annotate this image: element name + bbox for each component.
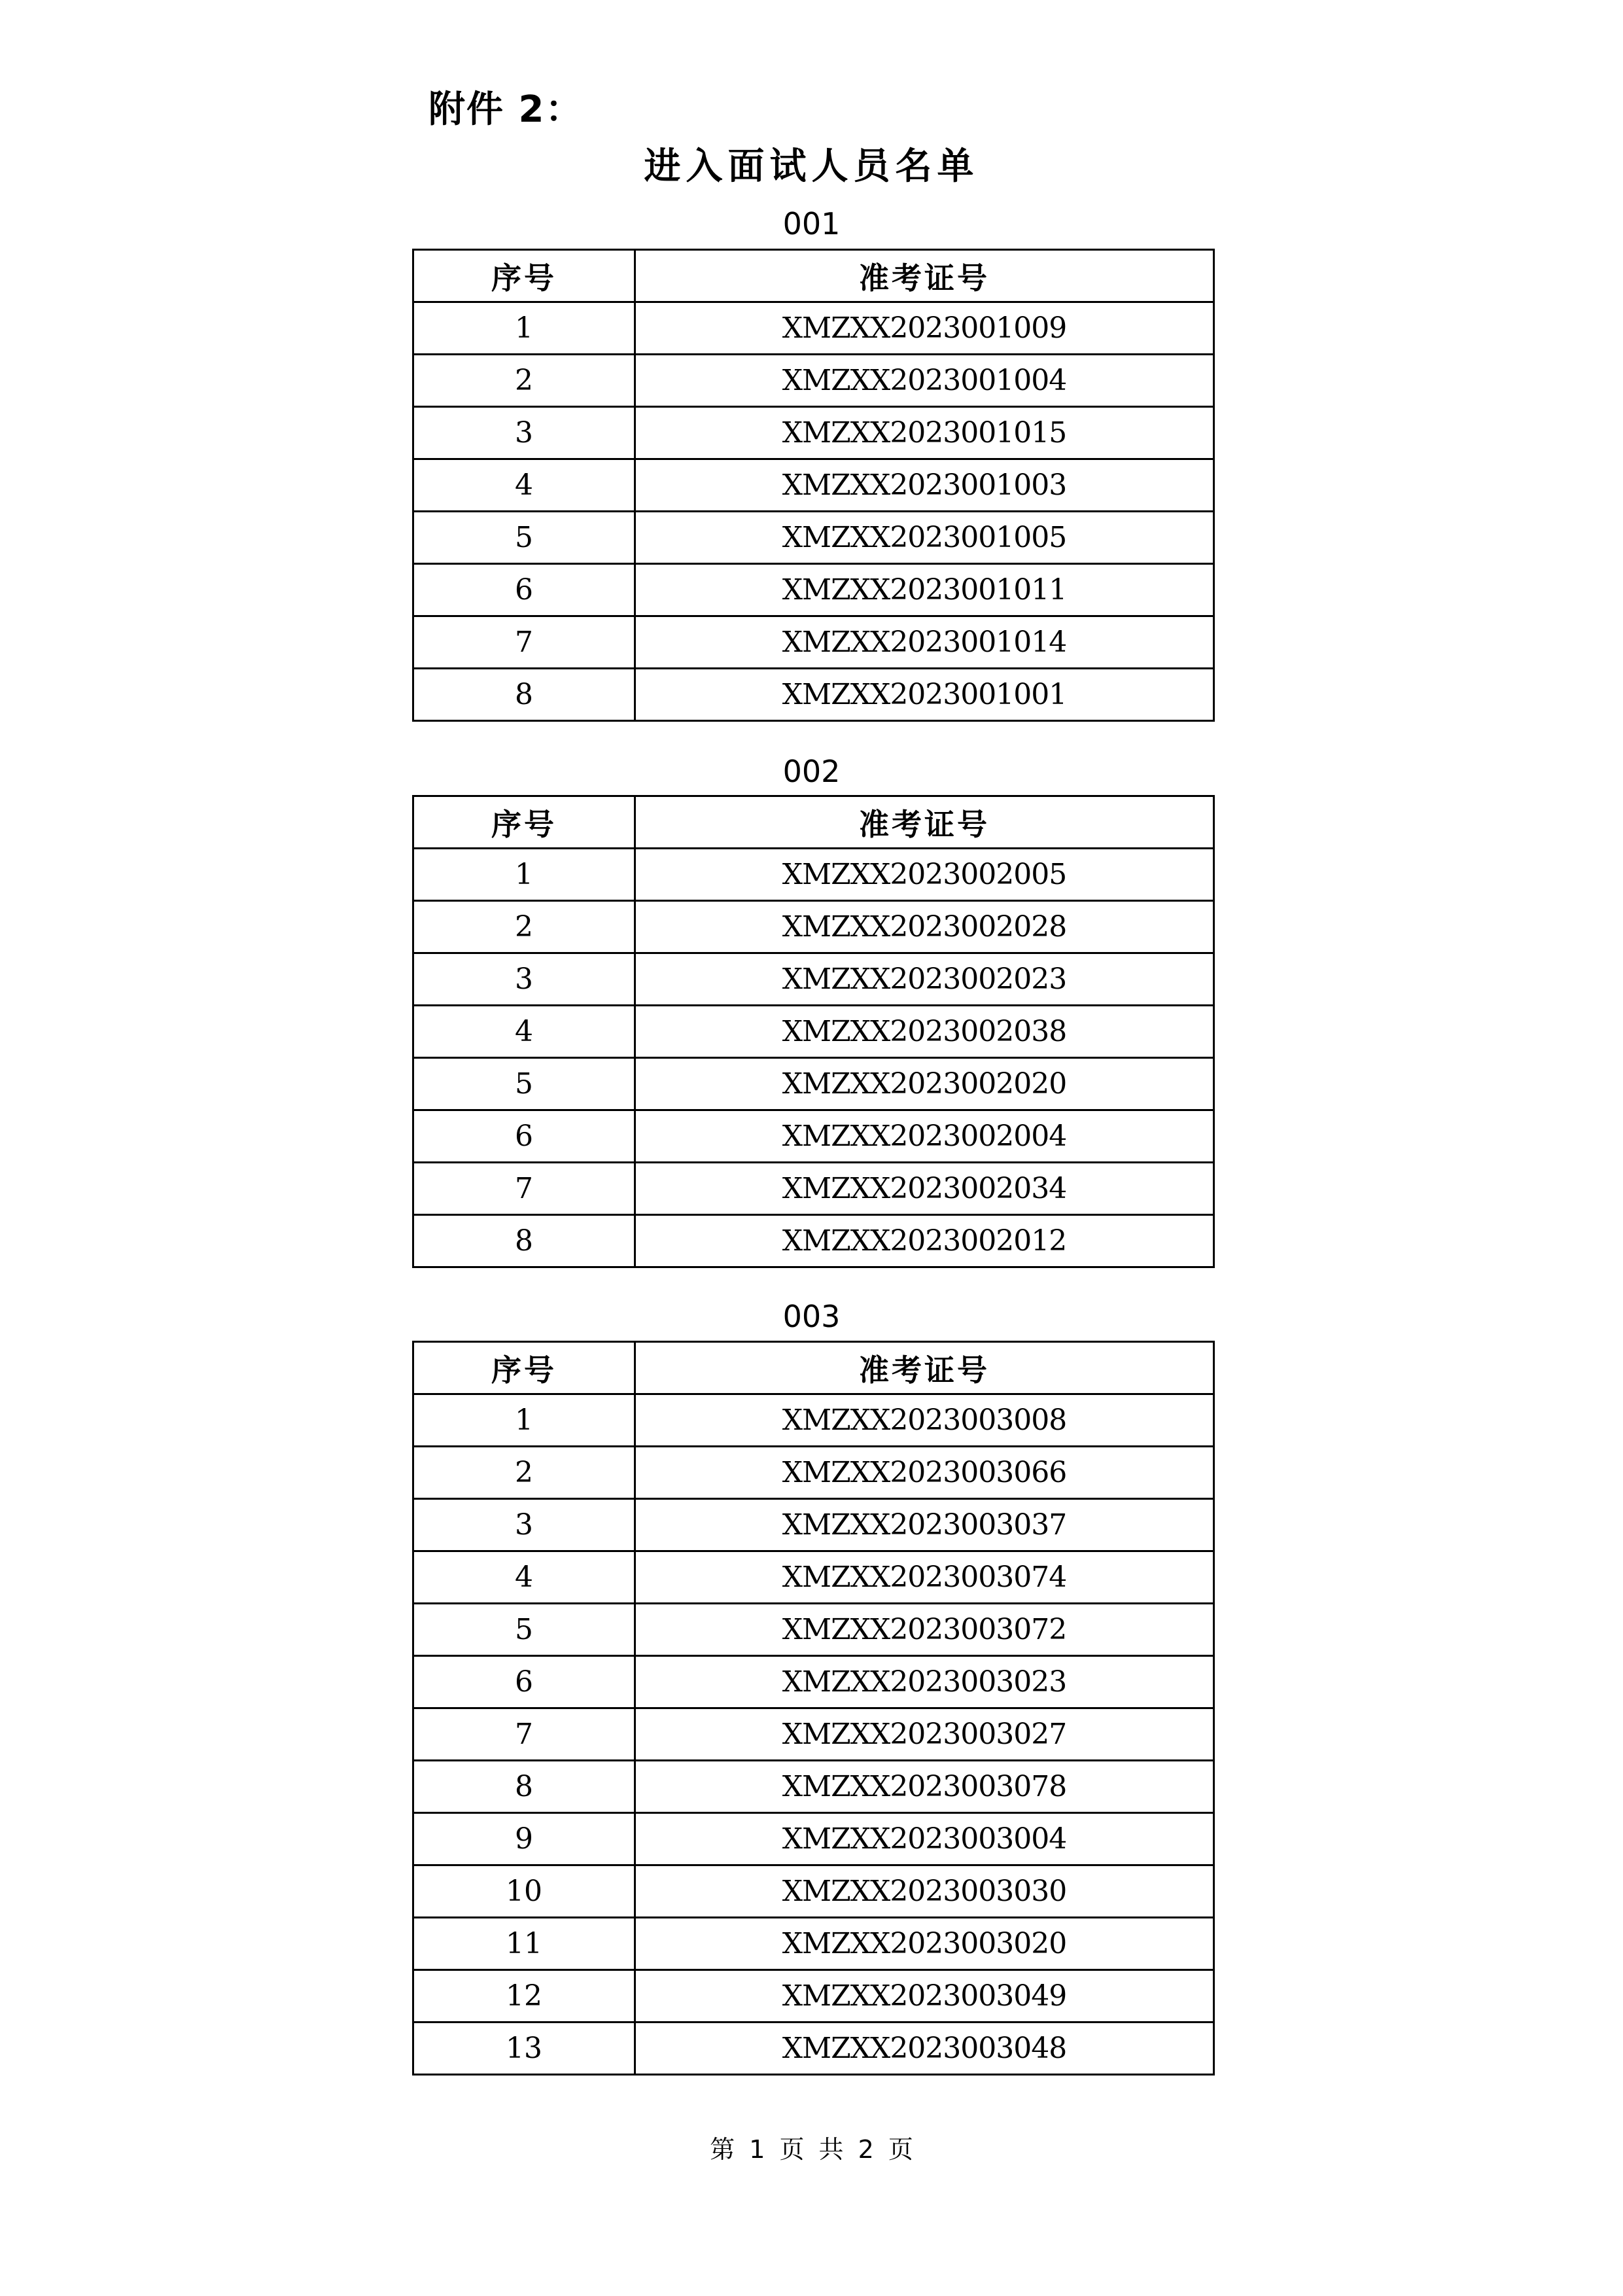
row-cert-number: XMZXX2023003049 [635,1970,1214,2022]
header-seq: 序号 [413,796,635,849]
row-seq: 4 [413,1006,635,1058]
row-seq: 2 [413,1447,635,1499]
row-cert-number: XMZXX2023003030 [635,1865,1214,1918]
row-seq: 6 [413,1110,635,1163]
row-seq: 5 [413,512,635,564]
row-cert-number: XMZXX2023002034 [635,1163,1214,1215]
row-seq: 1 [413,302,635,355]
row-seq: 6 [413,1656,635,1708]
row-seq: 4 [413,459,635,512]
row-cert-number: XMZXX2023003023 [635,1656,1214,1708]
row-seq: 5 [413,1604,635,1656]
row-seq: 11 [413,1918,635,1970]
row-cert-number: XMZXX2023001015 [635,407,1214,459]
table-row [413,849,1214,901]
row-cert-number: XMZXX2023003008 [635,1394,1214,1447]
row-seq: 5 [413,1058,635,1110]
table-row [413,1551,1214,1604]
row-cert-number: XMZXX2023003078 [635,1761,1214,1813]
row-cert-number: XMZXX2023003004 [635,1813,1214,1865]
table-row [413,669,1214,721]
row-cert-number: XMZXX2023002020 [635,1058,1214,1110]
row-seq: 2 [413,901,635,953]
row-cert-number: XMZXX2023001003 [635,459,1214,512]
table-row [413,1918,1214,1970]
table-header-row [413,1342,1214,1394]
table-row [413,1006,1214,1058]
section-code-001: 001 [782,206,841,241]
header-cert-number: 准考证号 [635,1342,1214,1394]
row-cert-number: XMZXX2023002005 [635,849,1214,901]
header-seq: 序号 [413,250,635,302]
header-seq: 序号 [413,1342,635,1394]
table-row [413,901,1214,953]
row-seq: 3 [413,1499,635,1551]
table-row [413,1110,1214,1163]
row-cert-number: XMZXX2023003072 [635,1604,1214,1656]
row-cert-number: XMZXX2023003074 [635,1551,1214,1604]
row-cert-number: XMZXX2023003037 [635,1499,1214,1551]
table-row [413,512,1214,564]
row-seq: 8 [413,1761,635,1813]
row-cert-number: XMZXX2023003066 [635,1447,1214,1499]
row-cert-number: XMZXX2023001001 [635,669,1214,721]
row-cert-number: XMZXX2023001004 [635,355,1214,407]
row-seq: 8 [413,669,635,721]
table-row [413,1708,1214,1761]
row-seq: 6 [413,564,635,616]
row-seq: 1 [413,849,635,901]
row-seq: 1 [413,1394,635,1447]
row-seq: 2 [413,355,635,407]
row-seq: 10 [413,1865,635,1918]
table-row [413,355,1214,407]
row-cert-number: XMZXX2023002038 [635,1006,1214,1058]
table-row [413,1394,1214,1447]
row-seq: 9 [413,1813,635,1865]
table-row [413,1499,1214,1551]
row-cert-number: XMZXX2023002012 [635,1215,1214,1267]
attachment-label: 附件 2： [428,88,584,131]
row-seq: 7 [413,1163,635,1215]
section-code-002: 002 [782,754,841,789]
row-seq: 12 [413,1970,635,2022]
row-cert-number: XMZXX2023001014 [635,616,1214,669]
table-header-row [413,250,1214,302]
table-row [413,564,1214,616]
header-cert-number: 准考证号 [635,796,1214,849]
row-seq: 7 [413,1708,635,1761]
table-row [413,1761,1214,1813]
row-cert-number: XMZXX2023002023 [635,953,1214,1006]
table-row [413,616,1214,669]
row-cert-number: XMZXX2023002004 [635,1110,1214,1163]
row-seq: 4 [413,1551,635,1604]
row-seq: 3 [413,953,635,1006]
table-row [413,459,1214,512]
row-seq: 3 [413,407,635,459]
row-cert-number: XMZXX2023003048 [635,2022,1214,2075]
header-cert-number: 准考证号 [635,250,1214,302]
row-cert-number: XMZXX2023003020 [635,1918,1214,1970]
roster-table-001 [412,249,1215,722]
table-row [413,1813,1214,1865]
table-row [413,1058,1214,1110]
table-row [413,1604,1214,1656]
table-row [413,1163,1214,1215]
table-row [413,1865,1214,1918]
table-row [413,1656,1214,1708]
table-row [413,1970,1214,2022]
table-row [413,1215,1214,1267]
row-seq: 8 [413,1215,635,1267]
table-row [413,1447,1214,1499]
row-cert-number: XMZXX2023001009 [635,302,1214,355]
document-title: 进入面试人员名单 [644,145,979,188]
roster-table-003 [412,1341,1215,2075]
row-cert-number: XMZXX2023002028 [635,901,1214,953]
table-header-row [413,796,1214,849]
table-row [413,407,1214,459]
row-cert-number: XMZXX2023003027 [635,1708,1214,1761]
table-row [413,302,1214,355]
row-seq: 7 [413,616,635,669]
table-row [413,2022,1214,2075]
page-footer: 第 1 页 共 2 页 [710,2135,913,2164]
row-seq: 13 [413,2022,635,2075]
row-cert-number: XMZXX2023001011 [635,564,1214,616]
roster-table-002 [412,795,1215,1268]
row-cert-number: XMZXX2023001005 [635,512,1214,564]
table-row [413,953,1214,1006]
section-code-003: 003 [782,1299,841,1334]
